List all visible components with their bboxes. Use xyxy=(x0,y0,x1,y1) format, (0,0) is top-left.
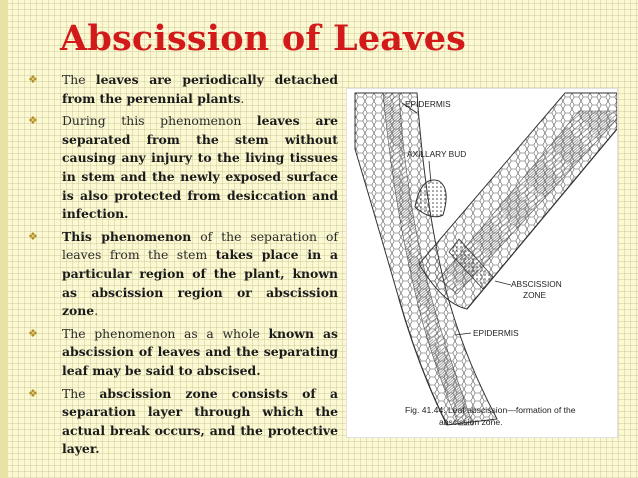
bullet-text-bold: leaves are separated from the stem without causing any injury to the living tissues in stem and the newly exposed surface is also protected from desiccation and infection. xyxy=(62,113,338,222)
label-abscission-zone-2: ZONE xyxy=(523,290,547,300)
bullet-item xyxy=(26,385,338,459)
slide-title: Abscission of Leaves xyxy=(60,18,467,59)
bullet-text-bold: abscission zone consists of a separation layer through which the actual break occurs, and the protective layer. xyxy=(62,385,338,457)
abscission-diagram xyxy=(347,89,617,437)
bullet-text-bold: takes place in a particular region of the plant, known as abscission region or abscission zone xyxy=(62,247,338,319)
label-abscission-zone-1: ABSCISSION xyxy=(511,279,562,289)
bullet-text: The xyxy=(62,385,100,401)
bullet-diamond-icon: ❖ xyxy=(28,73,38,86)
bullet-diamond-icon: ❖ xyxy=(28,229,38,243)
bullet-text: of the separation of leaves from the stem xyxy=(62,228,338,263)
bullet-list xyxy=(26,71,338,463)
bullet-item xyxy=(26,112,338,224)
bullet-item xyxy=(26,71,338,108)
bullet-diamond-icon: ❖ xyxy=(28,114,38,128)
bullet-diamond-icon: ❖ xyxy=(28,326,38,340)
bullet-text: . xyxy=(94,303,99,319)
bullet-text: . xyxy=(240,90,245,106)
bullet-text: The phenomenon as a whole xyxy=(62,325,269,341)
figure-caption-line-2: abscission zone. xyxy=(439,417,503,427)
label-axillary-bud: AXILLARY BUD xyxy=(407,149,467,159)
bullet-item xyxy=(26,228,338,321)
bullet-text: During this phenomenon xyxy=(62,113,257,129)
leaf-abscission-figure xyxy=(346,88,618,438)
figure-caption-line-1: Fig. 41.44. Leaf abscission—formation of the xyxy=(405,405,576,415)
bullet-diamond-icon: ❖ xyxy=(28,386,38,400)
bullet-text-bold: known as abscission of leaves and the separating leaf may be said to abscised. xyxy=(62,325,338,378)
bullet-item xyxy=(26,325,338,381)
label-epidermis-bottom: EPIDERMIS xyxy=(473,328,519,338)
label-epidermis-top: EPIDERMIS xyxy=(405,99,451,109)
bullet-text: The xyxy=(62,72,96,87)
bullet-text-bold: This phenomenon xyxy=(62,228,192,244)
bullet-text-bold: leaves are periodically detached from the perennial plants xyxy=(62,72,338,106)
